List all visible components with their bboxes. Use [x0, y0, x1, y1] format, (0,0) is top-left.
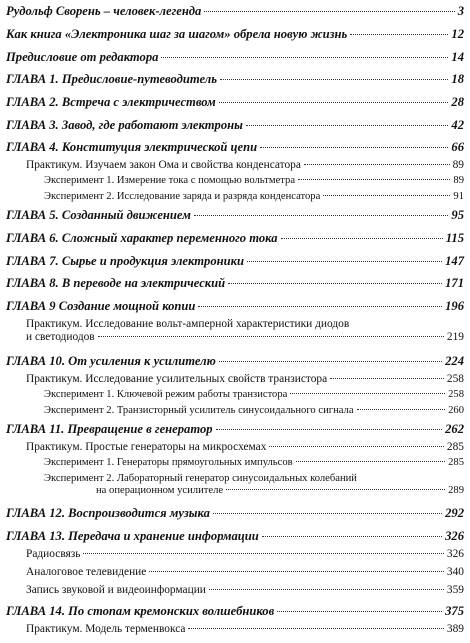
toc-entry [6, 354, 464, 369]
toc-page: 91 [453, 191, 464, 202]
toc-title-line2: на операционном усилителе [96, 485, 224, 496]
toc-entry [6, 299, 464, 314]
toc-entry [26, 318, 464, 343]
toc-title: ГЛАВА 7. Сырье и продукция электроники [6, 254, 245, 268]
leader-dots [98, 336, 444, 337]
toc-page: 359 [446, 584, 464, 596]
toc-entry [44, 405, 464, 416]
toc-entry [44, 191, 464, 202]
toc-entry [6, 529, 464, 544]
toc-entry [6, 4, 464, 19]
toc-title-line2: и светодиодов [26, 331, 95, 343]
toc-title: Практикум. Изучаем закон Ома и свойства конденсатора [26, 159, 301, 171]
toc-page: 224 [445, 354, 464, 368]
toc-page: 340 [446, 566, 464, 578]
toc-entry [26, 584, 464, 596]
toc-title: Практикум. Исследование усилительных свойств транзистора [26, 373, 328, 385]
leader-dots [213, 513, 442, 514]
leader-dots [269, 446, 443, 447]
toc-page: 375 [445, 604, 464, 618]
toc-entry [26, 441, 464, 453]
toc-entry [26, 159, 464, 171]
toc-page: 18 [451, 72, 464, 86]
toc-page: 28 [451, 95, 464, 109]
toc-title-line1: Эксперимент 2. Лабораторный генератор синусоидальных колебаний [44, 473, 357, 484]
leader-dots [247, 261, 442, 262]
toc-title: ГЛАВА 14. По стопам кремонских волшебников [6, 604, 275, 618]
leader-dots [204, 11, 454, 12]
toc-page: 115 [445, 231, 464, 245]
toc-title: ГЛАВА 1. Предисловие-путеводитель [6, 72, 218, 86]
toc-entry [6, 506, 464, 521]
toc-page: 95 [451, 208, 464, 222]
toc-entry [6, 208, 464, 223]
toc-page: 42 [451, 118, 464, 132]
leader-dots [228, 283, 442, 284]
toc-title: Эксперимент 1. Измерение тока с помощью вольтметра [44, 175, 296, 186]
toc-page: 389 [446, 623, 464, 635]
toc-entry [6, 604, 464, 619]
toc-entry [6, 95, 464, 110]
toc-title: ГЛАВА 9 Создание мощной копии [6, 299, 196, 313]
toc-title: Запись звуковой и видеоинформации [26, 584, 206, 596]
toc-title: Эксперимент 2. Транзисторный усилитель синусоидального сигнала [44, 405, 354, 416]
toc-page: 292 [445, 506, 464, 520]
leader-dots [296, 461, 445, 462]
leader-dots [194, 215, 449, 216]
toc-entry [6, 254, 464, 269]
leader-dots [330, 378, 444, 379]
toc-entry [6, 72, 464, 87]
leader-dots [323, 195, 450, 196]
toc-title: Эксперимент 1. Ключевой режим работы транзистора [44, 389, 288, 400]
leader-dots [226, 489, 445, 490]
toc-entry [26, 373, 464, 385]
toc-title: Эксперимент 2. Исследование заряда и разряда конденсатора [44, 191, 321, 202]
leader-dots [298, 179, 450, 180]
toc-page: 12 [451, 27, 464, 41]
leader-dots [262, 536, 442, 537]
toc-title: ГЛАВА 11. Превращение в генератор [6, 422, 213, 436]
leader-dots [209, 589, 444, 590]
toc-page: 260 [448, 405, 464, 416]
toc-title: ГЛАВА 2. Встреча с электричеством [6, 95, 216, 109]
toc-entry [6, 276, 464, 291]
leader-dots [219, 102, 449, 103]
toc-title: ГЛАВА 12. Воспроизводится музыка [6, 506, 210, 520]
leader-dots [357, 409, 446, 410]
leader-dots [277, 611, 442, 612]
toc-entry [44, 457, 464, 468]
toc-entry [26, 566, 464, 578]
toc-page: 147 [445, 254, 464, 268]
toc-entry [6, 50, 464, 65]
toc-page: 196 [445, 299, 464, 313]
toc-entry [44, 175, 464, 186]
leader-dots [260, 147, 448, 148]
toc-page: 285 [448, 457, 464, 468]
toc-entry [26, 548, 464, 560]
toc-entry [26, 623, 464, 635]
leader-dots [216, 429, 443, 430]
toc-title: ГЛАВА 10. От усиления к усилителю [6, 354, 216, 368]
leader-dots [149, 571, 444, 572]
toc-page: 171 [445, 276, 464, 290]
toc-page: 219 [446, 331, 464, 343]
toc-title: Практикум. Модель терменвокса [26, 623, 186, 635]
leader-dots [188, 628, 443, 629]
toc-title: Радиосвязь [26, 548, 81, 560]
toc-page: 262 [445, 422, 464, 436]
toc-page: 326 [446, 548, 464, 560]
toc-page: 258 [448, 389, 464, 400]
toc-entry [6, 422, 464, 437]
toc-title: ГЛАВА 6. Сложный характер переменного тока [6, 231, 278, 245]
toc-title: ГЛАВА 13. Передача и хранение информации [6, 529, 259, 543]
leader-dots [281, 238, 443, 239]
toc-entry [6, 140, 464, 155]
toc-page: 285 [446, 441, 464, 453]
leader-dots [246, 125, 449, 126]
toc-page: 258 [446, 373, 464, 385]
toc-title: ГЛАВА 8. В переводе на электрический [6, 276, 226, 290]
toc-entry [44, 389, 464, 400]
toc-title: ГЛАВА 5. Созданный движением [6, 208, 191, 222]
leader-dots [219, 361, 442, 362]
leader-dots [350, 34, 448, 35]
leader-dots [198, 306, 442, 307]
toc-page: 289 [448, 485, 464, 496]
leader-dots [290, 393, 445, 394]
leader-dots [83, 553, 443, 554]
leader-dots [304, 164, 450, 165]
toc-title: Предисловие от редактора [6, 50, 159, 64]
toc-page: 326 [445, 529, 464, 543]
toc-page: 66 [451, 140, 464, 154]
toc-title: Как книга «Электроника шаг за шагом» обрела новую жизнь [6, 27, 348, 41]
toc-title: Практикум. Простые генераторы на микросхемах [26, 441, 267, 453]
toc-title-line1: Практикум. Исследование вольт-амперной характеристики диодов [26, 318, 350, 330]
toc-page: 89 [452, 159, 464, 171]
leader-dots [161, 57, 448, 58]
toc-entry [44, 473, 464, 496]
toc-title: Рудольф Сворень – человек-легенда [6, 4, 202, 18]
toc-page: 89 [453, 175, 464, 186]
toc-entry [6, 27, 464, 42]
toc-title: ГЛАВА 3. Завод, где работают электроны [6, 118, 243, 132]
toc-entry [6, 118, 464, 133]
toc-entry [6, 231, 464, 246]
toc-page: 14 [451, 50, 464, 64]
leader-dots [220, 79, 448, 80]
toc-title: Аналоговое телевидение [26, 566, 147, 578]
toc-title: ГЛАВА 4. Конституция электрической цепи [6, 140, 258, 154]
toc-page: 3 [457, 4, 464, 18]
toc-title: Эксперимент 1. Генераторы прямоугольных импульсов [44, 457, 293, 468]
